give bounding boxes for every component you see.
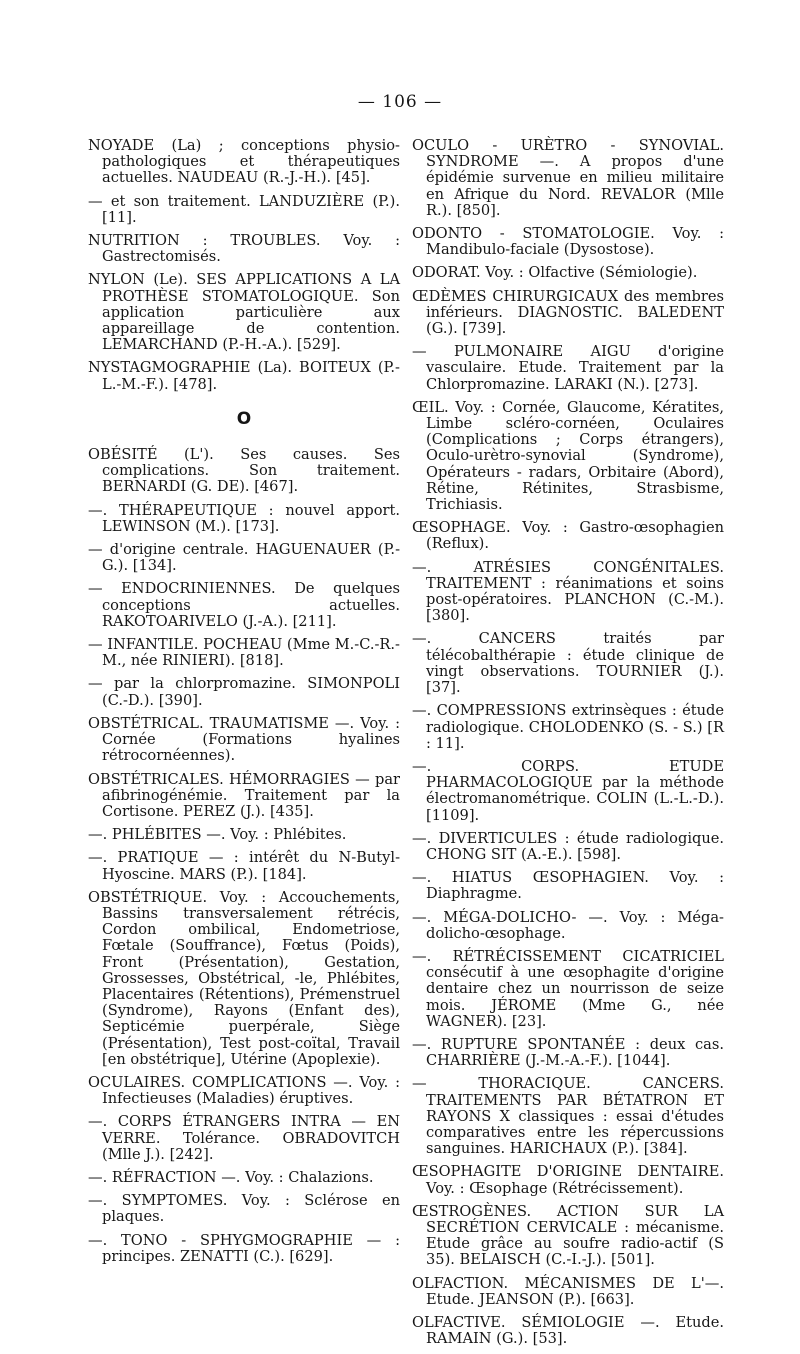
right-entries bbox=[412, 138, 724, 1347]
index-entry: — par la chlorpromazine. SIMONPOLI (C.-D.). [390]. bbox=[88, 675, 400, 709]
index-entry: —. RÉFRACTION —. Voy. : Chalazions. bbox=[88, 1168, 374, 1186]
index-entry: —. TONO - SPHYGMOGRAPHIE — : principes. ZENATTI (C.). [629]. bbox=[88, 1231, 400, 1265]
index-entry: —. THÉRAPEUTIQUE : nouvel apport. LEWINSON (M.). [173]. bbox=[88, 501, 400, 535]
index-entry: — PULMONAIRE AIGU d'origine vasculaire. Etude. Traitement par la Chlorpromazine. LARAKI (N.). [273]. bbox=[412, 343, 724, 393]
index-entry: NOYADE (La) ; conceptions physio-pathologiques et thérapeutiques actuelles. NAUDEAU (R.-J.-H.). [45]. bbox=[88, 137, 400, 187]
index-entry: ŒSOPHAGE. Voy. : Gastro-œsophagien (Reflux). bbox=[412, 519, 724, 553]
index-entry: OBÉSITÉ (L'). Ses causes. Ses complications. Son traitement. BERNARDI (G. DE). [467]. bbox=[88, 446, 400, 496]
index-entry: — INFANTILE. POCHEAU (Mme M.-C.-R.-M., née RINIERI). [818]. bbox=[88, 636, 400, 670]
index-entry: OLFACTIVE. SÉMIOLOGIE —. Etude. RAMAIN (G.). [53]. bbox=[412, 1314, 724, 1348]
index-entry: —. CORPS. ETUDE PHARMACOLOGIQUE par la méthode électromanométrique. COLIN (L.-L.-D.). [1109]. bbox=[412, 757, 724, 824]
right-column bbox=[412, 138, 724, 1354]
index-entry: —. RÉTRÉCISSEMENT CICATRICIEL consécutif à une œsophagite d'origine dentaire chez un nourrisson de seize mois. JÉROME (Mme G., née WAGNER). [23]. bbox=[412, 947, 724, 1030]
index-entry: OBSTÉTRICALES. HÉMORRAGIES — par afibrinogénémie. Traitement par la Cortisone. PEREZ (J.). [435]. bbox=[88, 770, 400, 820]
index-entry: OBSTÉTRICAL. TRAUMATISME —. Voy. : Cornée (Formations hyalines rétrocornéennes). bbox=[88, 714, 400, 765]
index-entry: —. RUPTURE SPONTANÉE : deux cas. CHARRIÈRE (J.-M.-A.-F.). [1044]. bbox=[412, 1035, 724, 1070]
index-entry: ODONTO - STOMATOLOGIE. Voy. : Mandibulo-faciale (Dysostose). bbox=[412, 225, 724, 259]
index-entry: ŒSOPHAGITE D'ORIGINE DENTAIRE. Voy. : Œsophage (Rétrécissement). bbox=[412, 1163, 724, 1197]
section-letter: O bbox=[236, 408, 252, 429]
index-entry: —. CORPS ÉTRANGERS INTRA — EN VERRE. Tolérance. OBRADOVITCH (Mlle J.). [242]. bbox=[88, 1113, 400, 1163]
index-entry: — et son traitement. LANDUZIÈRE (P.). [11]. bbox=[88, 192, 400, 226]
index-entry: OBSTÉTRIQUE. Voy. : Accouchements, Bassins transversalement rétrécis, Cordon ombilical, Endometriose, Fœtale (Souffrance), Fœtus (Poids), Front (Présentation), Gestation, Grossesses, Obstétrical, -le, Phlébites, Placentaires (Rétentions), Prémenstruel (Syndrome), Rayons (Enfant des), Septicémie puerpérale, Siège (Présentation), Test post-coïtal, Travail [en obstétrique], Utérine (Apoplexie). bbox=[88, 888, 400, 1068]
index-entry: ŒIL. Voy. : Cornée, Glaucome, Kératites, Limbe scléro-cornéen, Oculaires (Complications ; Corps étrangers), Oculo-urètro-synovial (Syndrome), Opérateurs - radars, Orbitaire (Abord), Rétine, Rétinites, Strasbisme, Trichiasis. bbox=[412, 398, 724, 514]
index-entry: — d'origine centrale. HAGUENAUER (P.-G.). [134]. bbox=[88, 541, 400, 575]
index-entry: —. PRATIQUE — : intérêt du N-Butyl-Hyoscine. MARS (P.). [184]. bbox=[88, 849, 400, 883]
index-entry: —. MÉGA-DOLICHO- —. Voy. : Méga-dolicho-œsophage. bbox=[412, 908, 724, 942]
left-entries-a bbox=[88, 138, 400, 393]
index-entry: — ENDOCRINIENNES. De quelques conceptions actuelles. RAKOTOARIVELO (J.-A.). [211]. bbox=[88, 580, 400, 630]
index-entry: NYLON (Le). SES APPLICATIONS A LA PROTHÈSE STOMATOLOGIQUE. Son application particulière aux appareillage de contention. LEMARCHAND (P.-H.-A.). [529]. bbox=[88, 271, 400, 354]
index-entry: —. SYMPTOMES. Voy. : Sclérose en plaques. bbox=[88, 1192, 400, 1226]
index-entry: NYSTAGMOGRAPHIE (La). BOITEUX (P.-L.-M.-F.). [478]. bbox=[88, 359, 400, 393]
index-entry: —. CANCERS traités par télécobalthérapie : étude clinique de vingt observations. TOURNIER (J.). [37]. bbox=[412, 630, 724, 697]
index-entry: NUTRITION : TROUBLES. Voy. : Gastrectomisés. bbox=[88, 232, 400, 266]
index-entry: —. COMPRESSIONS extrinsèques : étude radiologique. CHOLODENKO (S. - S.) [R : 11]. bbox=[412, 702, 724, 752]
index-entry: OCULO - URÈTRO - SYNOVIAL. SYNDROME —. A propos d'une épidémie survenue en milieu militaire en Afrique du Nord. REVALOR (Mlle R.). [850]. bbox=[412, 137, 724, 219]
index-entry: ŒSTROGÈNES. ACTION SUR LA SECRÉTION CERVICALE : mécanisme. Etude grâce au soufre radio-actif (S 35). BELAISCH (C.-I.-J.). [501]. bbox=[412, 1202, 724, 1269]
index-entry: ODORAT. Voy. : Olfactive (Sémiologie). bbox=[412, 264, 698, 282]
page-number: — 106 — bbox=[357, 92, 443, 112]
left-column bbox=[88, 138, 400, 1272]
index-entry: —. HIATUS ŒSOPHAGIEN. Voy. : Diaphragme. bbox=[412, 869, 724, 903]
index-entry: ŒDÈMES CHIRURGICAUX des membres inférieurs. DIAGNOSTIC. BALEDENT (G.). [739]. bbox=[412, 287, 724, 338]
index-entry: —. DIVERTICULES : étude radiologique. CHONG SIT (A.-E.). [598]. bbox=[412, 829, 724, 863]
left-entries-b bbox=[88, 447, 400, 1265]
index-entry: OCULAIRES. COMPLICATIONS —. Voy. : Infectieuses (Maladies) éruptives. bbox=[88, 1073, 400, 1108]
index-entry: OLFACTION. MÉCANISMES DE L'—. Etude. JEANSON (P.). [663]. bbox=[412, 1274, 724, 1308]
index-entry: —. ATRÉSIES CONGÉNITALES. TRAITEMENT : réanimations et soins post-opératoires. PLANCHON (C.-M.). [380]. bbox=[412, 558, 724, 625]
index-entry: —. PHLÉBITES —. Voy. : Phlébites. bbox=[88, 826, 347, 844]
index-entry: — THORACIQUE. CANCERS. TRAITEMENTS PAR BÉTATRON ET RAYONS X classiques : essai d'études comparatives entre les répercussions sanguines. HARICHAUX (P.). [384]. bbox=[412, 1075, 724, 1158]
